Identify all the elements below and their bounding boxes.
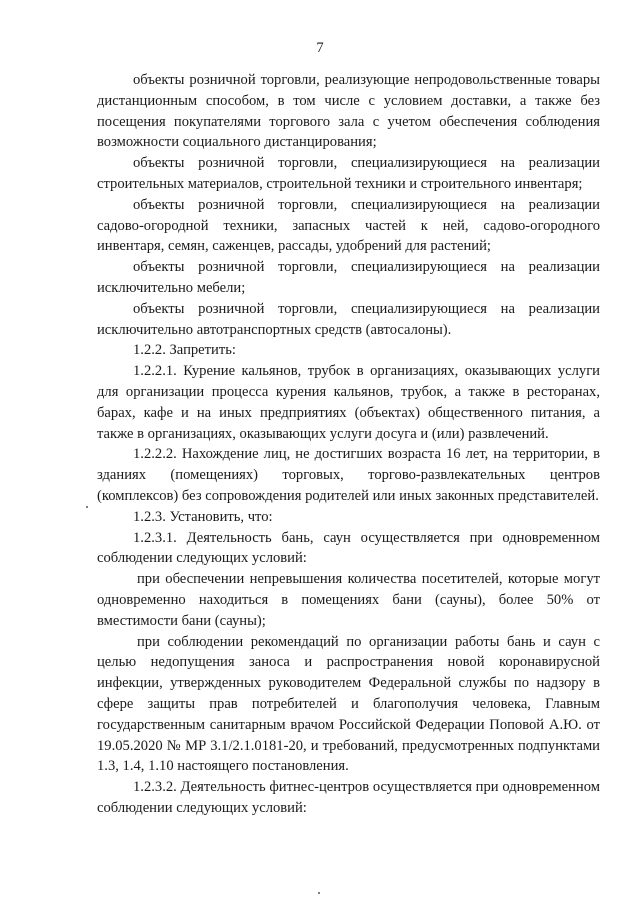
paragraph-furniture: объекты розничной торговли, специализирующиеся на реализации исключительно мебели;: [97, 259, 600, 296]
paragraph-minors-ban: 1.2.2.2. Нахождение лиц, не достигших возраста 16 лет, на территории, в зданиях (помещениях) торговых, торгово-развлекательных центров (комплексов) без сопровождения родителей или иных законных представителей.: [97, 446, 600, 504]
paragraph-fitness-centers: 1.2.3.2. Деятельность фитнес-центров осуществляется при одновременном соблюдении следующих условий:: [97, 779, 600, 816]
paragraph-construction-materials: объекты розничной торговли, специализирующиеся на реализации строительных материалов, строительной техники и строительного инвентаря;: [97, 155, 600, 192]
document-body: [97, 70, 600, 819]
paragraph-garden-equipment: объекты розничной торговли, специализирующиеся на реализации садово-огородной техники, запасных частей к ней, садово-огородного инвентаря, семян, саженцев, рассады, удобрений для растений;: [97, 196, 600, 255]
section-heading-prohibit: 1.2.2. Запретить:: [133, 342, 236, 359]
paragraph-baths-saunas: 1.2.3.1. Деятельность бань, саун осуществляется при одновременном соблюдении следующих условий:: [97, 529, 600, 567]
scan-artifact: [86, 506, 88, 508]
page-number: 7: [316, 40, 324, 56]
scan-artifact: [318, 892, 320, 894]
paragraph-visitor-limit: при обеспечении непревышения количества посетителей, которые могут одновременно находиться в помещениях бани (сауны), более 50% от вместимости бани (сауны);: [97, 571, 600, 629]
paragraph-hookah-ban: 1.2.2.1. Курение кальянов, трубок в организациях, оказывающих услуги для организации процесса курения кальянов, трубок, а также в ресторанах, барах, кафе и на иных предприятиях (объектах) общественного питания, а также в организациях, оказывающих услуги досуга и (или) развлечений.: [97, 363, 600, 442]
section-heading-establish: 1.2.3. Установить, что:: [133, 508, 273, 525]
paragraph-car-dealers: объекты розничной торговли, специализирующиеся на реализации исключительно автотранспортных средств (автосалоны).: [97, 300, 600, 338]
paragraph-recommendations: при соблюдении рекомендаций по организации работы бань и саун с целью недопущения заноса и распространения новой коронавирусной инфекции, утвержденных руководителем Федеральной службы по надзору в сфере защиты прав потребителей и благополучия человека, Главным государственным санитарным врачом Российской Федерации Поповой А.Ю. от 19.05.2020 № МР 3.1/2.1.0181-20, и требований, предусмотренных подпунктами 1.3, 1.4, 1.10 настоящего постановления.: [97, 633, 600, 775]
paragraph-remote-sales: объекты розничной торговли, реализующие непродовольственные товары дистанционным способом, в том числе с условием доставки, а также без посещения покупателями торгового зала с учетом обеспечения соблюдения возможности социального дистанцирования;: [97, 72, 600, 151]
